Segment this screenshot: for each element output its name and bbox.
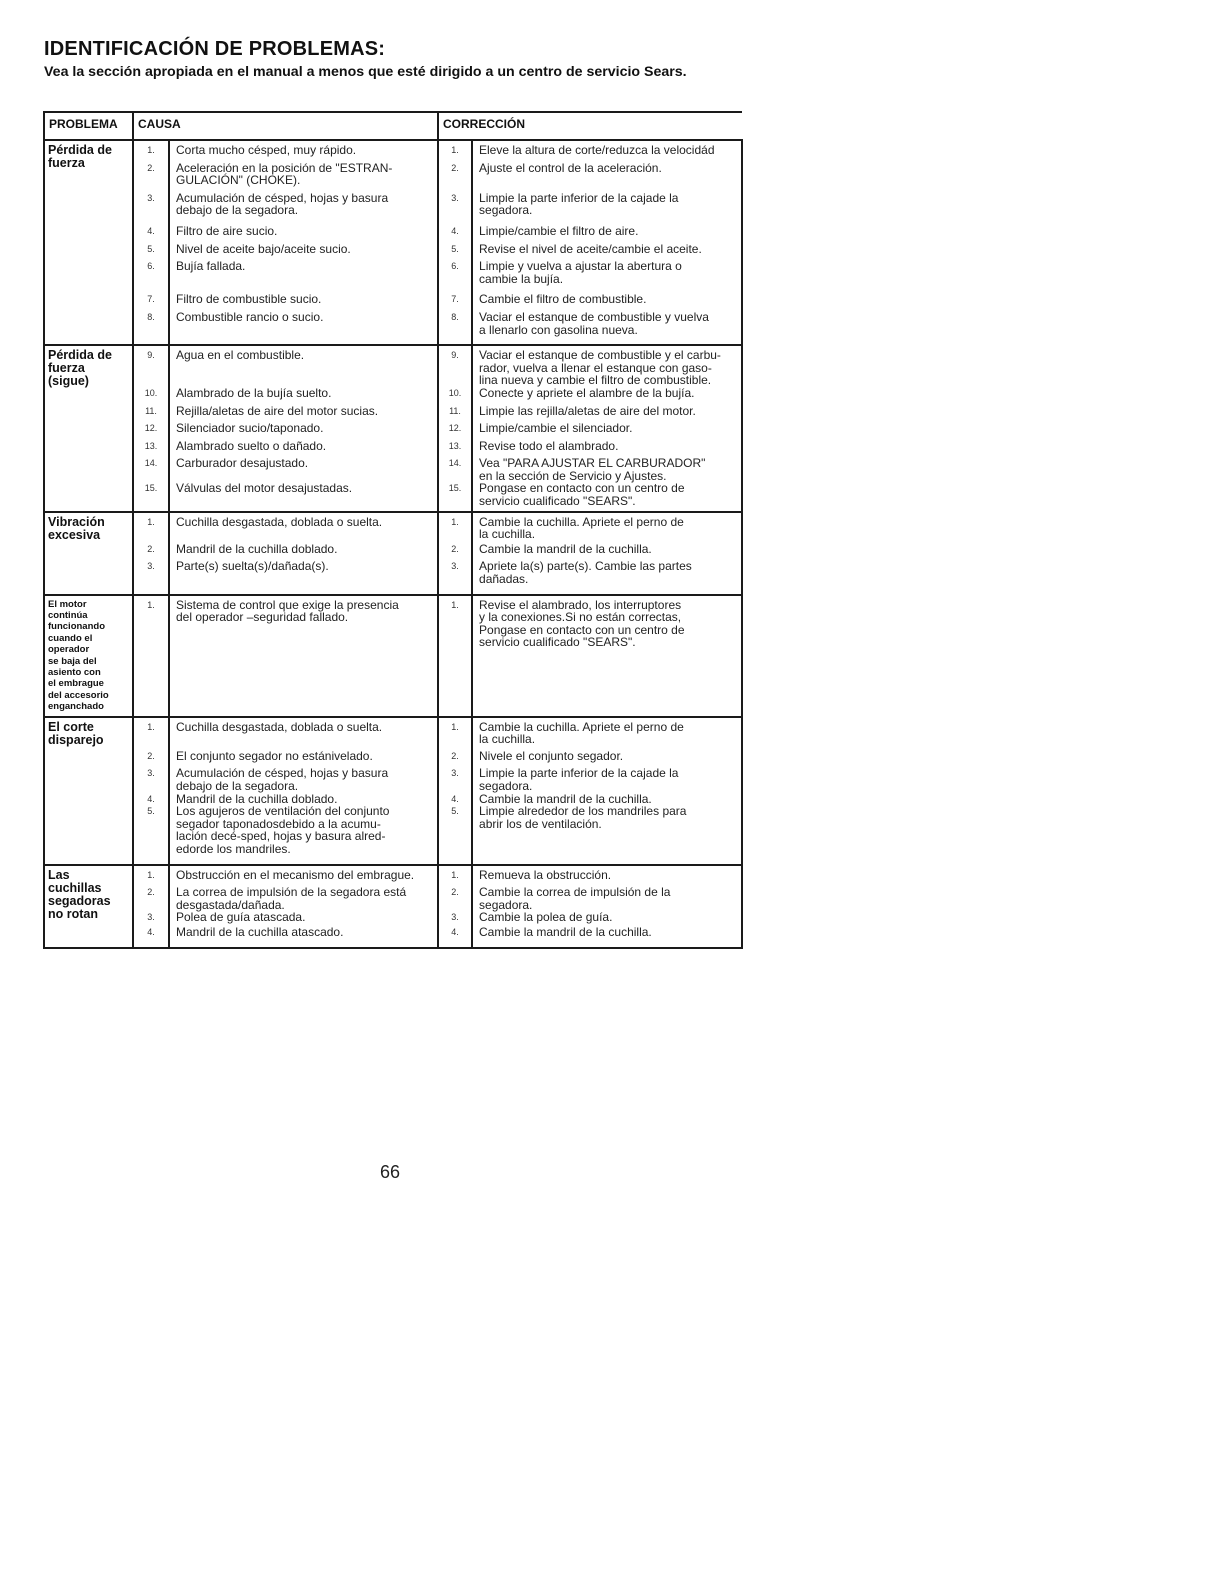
- correction-item-line: Vea "PARA AJUSTAR EL CARBURADOR": [479, 456, 706, 471]
- cause-number: 3.: [147, 192, 155, 203]
- cause-item: [176, 349, 431, 387]
- correction-item: [479, 387, 735, 405]
- cause-item-line: Los agujeros de ventilación del conjunto: [176, 804, 390, 819]
- cause-cell: [169, 512, 438, 595]
- problem-label-line: excesiva: [48, 527, 101, 542]
- problem-label-line: cuchillas: [48, 880, 102, 895]
- correction-item-line: Vaciar el estanque de combustible y vuelva: [479, 309, 709, 324]
- cause-item: [176, 457, 431, 482]
- correction-item-line: Limpie y vuelva a ajustar la abertura o: [479, 259, 682, 274]
- problem-cell: [44, 345, 133, 512]
- cause-item-line: Filtro de aire sucio.: [176, 223, 278, 238]
- cause-item-line: Sistema de control que exige la presencia: [176, 597, 399, 612]
- cause-number: 5.: [147, 243, 155, 254]
- correction-number: 4.: [451, 225, 459, 236]
- correction-item-line: Cambie la cuchilla. Apriete el perno de: [479, 514, 684, 529]
- cause-cell: [169, 717, 438, 865]
- header-correction: CORRECCIÓN: [438, 112, 742, 140]
- cause-item: [176, 599, 431, 654]
- cause-number-column: [133, 717, 169, 865]
- cause-number: 2.: [147, 887, 155, 898]
- correction-item: [479, 293, 735, 311]
- problem-group-row: [44, 595, 742, 717]
- problem-group-row: [44, 140, 742, 345]
- cause-number: 14.: [144, 458, 158, 469]
- cause-number: 3.: [147, 561, 155, 572]
- problem-label-line: operador: [48, 644, 90, 656]
- cause-item: [176, 387, 431, 405]
- cause-number: 1.: [147, 869, 155, 880]
- correction-number: 11.: [449, 405, 461, 416]
- correction-item-line: lina nueva y cambie el filtro de combustible.: [479, 373, 712, 388]
- cause-number: 2.: [147, 543, 155, 554]
- correction-number: 7.: [451, 294, 459, 305]
- correction-number: 9.: [451, 350, 459, 361]
- page-subtitle: Vea la sección apropiada en el manual a menos que esté dirigido a un centro de servicio Sears.: [44, 64, 687, 80]
- correction-cell: [472, 345, 742, 512]
- correction-cell: [472, 140, 742, 345]
- correction-number: 2.: [451, 887, 459, 898]
- problem-label-line: cuando el: [48, 632, 93, 644]
- correction-number: 3.: [451, 561, 459, 572]
- cause-number: 9.: [147, 350, 155, 361]
- correction-item-line: Cambie el filtro de combustible.: [479, 292, 647, 307]
- correction-number: 10.: [448, 387, 462, 398]
- correction-number: 12.: [448, 423, 462, 434]
- cause-item: [176, 260, 431, 293]
- correction-item-line: servicio cualificado "SEARS".: [479, 635, 636, 650]
- cause-item-line: Cuchilla desgastada, doblada o suelta.: [176, 514, 383, 529]
- correction-item-line: Cambie la correa de impulsión de la: [479, 885, 671, 900]
- correction-item: [479, 750, 735, 768]
- cause-item-line: Rejilla/aletas de aire del motor sucias.: [176, 403, 379, 418]
- problem-group-row: [44, 512, 742, 595]
- cause-item: [176, 311, 431, 341]
- correction-item-line: cambie la bujía.: [479, 271, 564, 286]
- cause-number-column: [133, 345, 169, 512]
- correction-item-line: Cambie la mandril de la cuchilla.: [479, 541, 652, 556]
- correction-item-line: Limpie la parte inferior de la cajade la: [479, 766, 679, 781]
- cause-item-line: Alambrado suelto o dañado.: [176, 438, 327, 453]
- correction-number: 14.: [448, 458, 462, 469]
- problem-label-line: el embrague: [48, 678, 104, 690]
- correction-item-line: Conecte y apriete el alambre de la bujía.: [479, 385, 695, 400]
- correction-item-line: Apriete la(s) parte(s). Cambie las partes: [479, 559, 692, 574]
- problem-label-line: (sigue): [48, 374, 89, 389]
- correction-number-column: [438, 512, 472, 595]
- problem-label-line: El motor: [48, 598, 87, 610]
- cause-item-line: Mandril de la cuchilla atascado.: [176, 925, 344, 940]
- cause-number: 2.: [147, 162, 155, 173]
- cause-item-line: Parte(s) suelta(s)/dañada(s).: [176, 559, 329, 574]
- problem-group-row: [44, 865, 742, 948]
- header-cause: CAUSA: [133, 112, 438, 140]
- correction-number: 15.: [448, 483, 462, 494]
- correction-item-line: Vaciar el estanque de combustible y el carbu-: [479, 348, 721, 363]
- correction-item-line: Cambie la mandril de la cuchilla.: [479, 925, 652, 940]
- correction-number: 13.: [448, 440, 462, 451]
- cause-item: [176, 243, 431, 261]
- cause-number: 12.: [144, 423, 158, 434]
- correction-item: [479, 805, 735, 860]
- correction-item-line: Limpie/cambie el silenciador.: [479, 421, 633, 436]
- correction-number-column: [438, 865, 472, 948]
- table-header-row: [44, 112, 742, 140]
- correction-item-line: servicio cualificado "SEARS".: [479, 494, 636, 509]
- cause-item-line: Cuchilla desgastada, doblada o suelta.: [176, 719, 383, 734]
- correction-item-line: Cambie la cuchilla. Apriete el perno de: [479, 719, 684, 734]
- cause-item-line: Carburador desajustado.: [176, 456, 309, 471]
- correction-item: [479, 457, 735, 482]
- cause-item-line: desgastada/dañada.: [176, 897, 285, 912]
- cause-item-line: Silenciador sucio/taponado.: [176, 421, 324, 436]
- correction-item-line: segadora.: [479, 203, 533, 218]
- correction-number: 1.: [451, 721, 459, 732]
- cause-item-line: Nivel de aceite bajo/aceite sucio.: [176, 241, 351, 256]
- problem-label-line: no rotan: [48, 906, 98, 921]
- correction-item: [479, 260, 735, 293]
- correction-item-line: Limpie las rejilla/aletas de aire del motor.: [479, 403, 696, 418]
- correction-item: [479, 243, 735, 261]
- correction-item: [479, 560, 735, 590]
- cause-number: 13.: [144, 440, 158, 451]
- correction-number: 1.: [451, 869, 459, 880]
- correction-item-line: segadora.: [479, 897, 533, 912]
- cause-cell: [169, 140, 438, 345]
- cause-item-line: del operador –seguridad fallado.: [176, 610, 349, 625]
- cause-item: [176, 144, 431, 162]
- correction-item: [479, 482, 735, 507]
- correction-item-line: rador, vuelva a llenar el estanque con gaso-: [479, 360, 712, 375]
- cause-number: 1.: [147, 145, 155, 155]
- correction-number: 1.: [451, 599, 459, 610]
- cause-item-line: Aceleración en la posición de "ESTRAN-: [176, 160, 393, 175]
- problem-cell: [44, 865, 133, 948]
- problem-cell: [44, 595, 133, 717]
- problem-label-line: fuerza: [48, 156, 85, 170]
- cause-number: 1.: [147, 721, 155, 732]
- cause-item-line: edorde los mandriles.: [176, 842, 291, 857]
- cause-item: [176, 405, 431, 423]
- cause-number: 11.: [145, 405, 157, 416]
- problem-label-line: asiento con: [48, 667, 101, 679]
- correction-item-line: Cambie la polea de guía.: [479, 910, 613, 925]
- correction-number: 3.: [451, 912, 459, 923]
- correction-item: [479, 721, 735, 750]
- correction-number: 3.: [451, 768, 459, 779]
- problem-cell: [44, 512, 133, 595]
- cause-item: [176, 482, 431, 507]
- cause-item: [176, 543, 431, 561]
- cause-item-line: Acumulación de césped, hojas y basura: [176, 766, 389, 781]
- correction-item: [479, 911, 735, 926]
- problem-label-line: Pérdida de: [48, 348, 112, 363]
- correction-item-line: Limpie/cambie el filtro de aire.: [479, 223, 639, 238]
- cause-number: 4.: [147, 793, 155, 804]
- cause-item-line: Obstrucción en el mecanismo del embrague.: [176, 867, 415, 882]
- correction-cell: [472, 865, 742, 948]
- problem-label-line: fuerza: [48, 361, 85, 376]
- problem-label-line: Vibración: [48, 514, 105, 529]
- cause-item-line: Corta mucho césped, muy rápido.: [176, 143, 357, 157]
- cause-item-line: Alambrado de la bujía suelto.: [176, 385, 332, 400]
- correction-number: 1.: [451, 145, 459, 155]
- cause-item: [176, 767, 431, 792]
- correction-item: [479, 926, 735, 944]
- correction-item: [479, 162, 735, 192]
- cause-item-line: Bujía fallada.: [176, 259, 246, 274]
- problem-cell: [44, 717, 133, 865]
- correction-number-column: [438, 345, 472, 512]
- problem-group-row: [44, 717, 742, 865]
- correction-number: 5.: [451, 243, 459, 254]
- correction-item: [479, 599, 735, 654]
- cause-item: [176, 422, 431, 440]
- problem-label-line: disparejo: [48, 732, 104, 747]
- correction-item-line: y la conexiones.Si no están correctas,: [479, 610, 682, 625]
- correction-cell: [472, 595, 742, 717]
- correction-number-column: [438, 140, 472, 345]
- problem-label-line: Las: [48, 867, 70, 882]
- correction-item-line: la cuchilla.: [479, 527, 536, 542]
- problem-label-line: funcionando: [48, 621, 105, 633]
- troubleshooting-table: [43, 111, 743, 949]
- cause-number-column: [133, 865, 169, 948]
- correction-item-line: Revise el nivel de aceite/cambie el aceite.: [479, 241, 702, 256]
- cause-item: [176, 440, 431, 458]
- problem-label-line: segadoras: [48, 893, 111, 908]
- cause-item-line: El conjunto segador no estánivelado.: [176, 748, 373, 763]
- problem-label-line: continúa: [48, 610, 88, 622]
- correction-item-line: Revise el alambrado, los interruptores: [479, 597, 682, 612]
- correction-item-line: en la sección de Servicio y Ajustes.: [479, 468, 667, 483]
- correction-number: 5.: [451, 806, 459, 817]
- cause-item-line: Filtro de combustible sucio.: [176, 292, 322, 307]
- cause-number: 5.: [147, 806, 155, 817]
- cause-number: 2.: [147, 750, 155, 761]
- correction-item: [479, 422, 735, 440]
- cause-number: 15.: [144, 483, 158, 494]
- problem-label-line: se baja del: [48, 655, 97, 667]
- correction-item: [479, 192, 735, 225]
- table-body: [44, 140, 742, 948]
- correction-item-line: a llenarlo con gasolina nueva.: [479, 322, 638, 337]
- correction-cell: [472, 717, 742, 865]
- page-number: 66: [380, 1162, 401, 1182]
- cause-item-line: La correa de impulsión de la segadora está: [176, 885, 407, 900]
- correction-item-line: Limpie la parte inferior de la cajade la: [479, 190, 679, 205]
- cause-item-line: Acumulación de césped, hojas y basura: [176, 190, 389, 205]
- cause-item: [176, 162, 431, 192]
- correction-item: [479, 144, 735, 162]
- correction-item-line: abrir los de ventilación.: [479, 816, 602, 831]
- cause-number: 8.: [147, 311, 155, 322]
- cause-item: [176, 192, 431, 225]
- correction-item: [479, 225, 735, 243]
- cause-number: 7.: [147, 294, 155, 305]
- correction-number: 1.: [451, 516, 459, 527]
- correction-number: 2.: [451, 162, 459, 173]
- problem-cell: [44, 140, 133, 345]
- correction-item: [479, 516, 735, 543]
- cause-item-line: lación decé-sped, hojas y basura alred-: [176, 829, 386, 844]
- cause-item-line: debajo de la segadora.: [176, 203, 299, 218]
- cause-number-column: [133, 512, 169, 595]
- correction-item-line: Cambie la mandril de la cuchilla.: [479, 791, 652, 806]
- cause-number: 3.: [147, 768, 155, 779]
- cause-item: [176, 926, 431, 944]
- correction-item-line: Remueva la obstrucción.: [479, 867, 612, 882]
- correction-item: [479, 311, 735, 341]
- page-title: IDENTIFICACIÓN DE PROBLEMAS:: [44, 38, 386, 60]
- cause-number: 4.: [147, 225, 155, 236]
- correction-item-line: Revise todo el alambrado.: [479, 438, 619, 453]
- correction-item-line: Nivele el conjunto segador.: [479, 748, 624, 763]
- problem-group-row: [44, 345, 742, 512]
- correction-item-line: la cuchilla.: [479, 732, 536, 747]
- cause-item: [176, 293, 431, 311]
- cause-number-column: [133, 140, 169, 345]
- correction-item-line: Ajuste el control de la aceleración.: [479, 160, 662, 175]
- correction-item-line: Limpie alrededor de los mandriles para: [479, 804, 687, 819]
- cause-item-line: Agua en el combustible.: [176, 348, 305, 363]
- correction-item-line: Eleve la altura de corte/reduzca la velocidád: [479, 143, 715, 157]
- problem-label-line: del accesorio: [48, 689, 109, 701]
- cause-item: [176, 560, 431, 590]
- correction-item: [479, 886, 735, 911]
- cause-item: [176, 911, 431, 926]
- cause-item-line: GULACIÓN" (CHOKE).: [176, 173, 301, 188]
- cause-item: [176, 516, 431, 543]
- correction-number: 2.: [451, 543, 459, 554]
- correction-item: [479, 349, 735, 387]
- correction-cell: [472, 512, 742, 595]
- correction-item: [479, 543, 735, 561]
- cause-item-line: Válvulas del motor desajustadas.: [176, 481, 353, 496]
- cause-number-column: [133, 595, 169, 717]
- cause-cell: [169, 865, 438, 948]
- cause-number: 10.: [144, 387, 158, 398]
- correction-item-line: Pongase en contacto con un centro de: [479, 622, 685, 637]
- cause-number: 4.: [147, 927, 155, 938]
- cause-number: 1.: [147, 516, 155, 527]
- cause-item: [176, 869, 431, 887]
- correction-number: 6.: [451, 261, 459, 272]
- correction-item: [479, 869, 735, 887]
- correction-item: [479, 440, 735, 458]
- cause-item: [176, 805, 431, 860]
- cause-item: [176, 886, 431, 911]
- problem-label-line: El corte: [48, 719, 94, 734]
- cause-number: 3.: [147, 912, 155, 923]
- cause-cell: [169, 595, 438, 717]
- cause-number: 6.: [147, 261, 155, 272]
- problem-label-line: Pérdida de: [48, 143, 112, 157]
- cause-item-line: Combustible rancio o sucio.: [176, 309, 324, 324]
- correction-item-line: Pongase en contacto con un centro de: [479, 481, 685, 496]
- header-problem: PROBLEMA: [44, 112, 133, 140]
- correction-number: 3.: [451, 192, 459, 203]
- cause-item: [176, 225, 431, 243]
- cause-cell: [169, 345, 438, 512]
- cause-item-line: debajo de la segadora.: [176, 779, 299, 794]
- correction-item-line: dañadas.: [479, 572, 529, 587]
- problem-label-line: enganchado: [48, 701, 104, 713]
- correction-item-line: segadora.: [479, 779, 533, 794]
- correction-item: [479, 767, 735, 792]
- correction-number-column: [438, 595, 472, 717]
- correction-number: 8.: [451, 311, 459, 322]
- cause-item: [176, 750, 431, 768]
- correction-number: 4.: [451, 927, 459, 938]
- cause-item-line: Polea de guía atascada.: [176, 910, 306, 925]
- cause-item-line: Mandril de la cuchilla doblado.: [176, 791, 338, 806]
- cause-item-line: Mandril de la cuchilla doblado.: [176, 541, 338, 556]
- correction-number: 4.: [451, 793, 459, 804]
- correction-number: 2.: [451, 750, 459, 761]
- correction-number-column: [438, 717, 472, 865]
- cause-item: [176, 721, 431, 750]
- cause-item-line: segador taponadosdebido a la acumu-: [176, 816, 381, 831]
- correction-item: [479, 405, 735, 423]
- cause-number: 1.: [147, 599, 155, 610]
